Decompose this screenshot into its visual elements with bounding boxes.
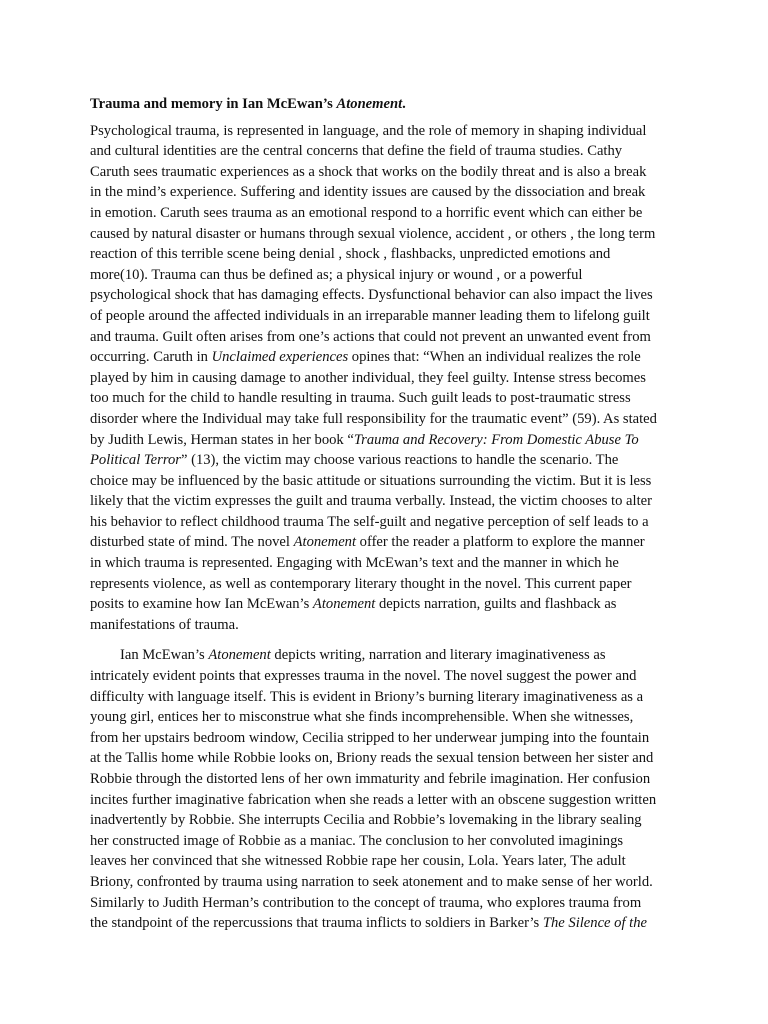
text-run: difficulty with language itself. This is evident in Briony’s burning literary imaginativeness as a [90, 688, 644, 705]
text-run: of people around the affected individuals in an irreparable manner leading them to lifelong guilt [90, 307, 650, 324]
text-run: young girl, entices her to misconstrue what she finds incomprehensible. When she witnesses, [90, 709, 634, 726]
text-line [90, 748, 680, 769]
text-run: disorder where the Individual may take full responsibility for the traumatic event” (59). As stated [90, 410, 657, 427]
text-line [90, 491, 680, 512]
text-run: choice may be influenced by the basic attitude or situations surrounding the victim. But it is less [90, 472, 652, 489]
text-line [90, 368, 680, 389]
text-line [90, 707, 680, 728]
text-run: and trauma. Guilt often arises from one’s actions that could not prevent an unwanted event from [90, 328, 651, 345]
body-text [90, 121, 680, 934]
text-line [90, 913, 680, 934]
text-run: from her upstairs bedroom window, Cecilia stripped to her underwear jumping into the fountain [90, 729, 650, 746]
text-line [90, 409, 680, 430]
italic-title-ref: Political Terror [90, 452, 181, 469]
text-run: represents violence, as well as contemporary literary thought in the novel. This current paper [90, 575, 632, 592]
text-run: psychological shock that has damaging effects. Dysfunctional behavior can also impact the lives [90, 287, 653, 304]
text-line [90, 574, 680, 595]
text-run: opines that: “When an individual realizes the role [348, 349, 641, 366]
text-line [90, 872, 680, 893]
italic-title-ref: Atonement [293, 534, 357, 551]
text-line [90, 203, 680, 224]
text-run: Ian McEwan’s [120, 647, 209, 664]
text-run: his behavior to reflect childhood trauma The self-guilt and negative perception of self leads to a [90, 513, 649, 530]
text-line [90, 790, 680, 811]
text-run: depicts narration, guilts and flashback as [375, 596, 617, 613]
text-run: and cultural identities are the central concerns that define the field of trauma studies. Cathy [90, 143, 623, 160]
text-line [90, 388, 680, 409]
text-line [90, 182, 680, 203]
body-paragraph [90, 121, 680, 636]
title-italic: Atonement [336, 96, 403, 112]
text-line [90, 851, 680, 872]
text-line [90, 831, 680, 852]
text-run: in the mind’s experience. Suffering and identity issues are caused by the dissociation and break [90, 184, 646, 201]
text-run: played by him in causing damage to another individual, they feel guilty. Intense stress becomes [90, 369, 646, 386]
text-run: ” (13), the victim may choose various reactions to handle the scenario. The [180, 452, 619, 469]
text-run: more(10). Trauma can thus be defined as; a physical injury or wound , or a powerful [90, 266, 583, 283]
document-title [90, 94, 680, 115]
text-run: manifestations of trauma. [90, 616, 239, 633]
text-run: likely that the victim expresses the guilt and trauma verbally. Instead, the victim chooses to alter [90, 493, 652, 510]
text-line [90, 471, 680, 492]
italic-title-ref: Atonement [312, 596, 376, 613]
text-line [90, 285, 680, 306]
text-run: Similarly to Judith Herman’s contribution to the concept of trauma, who explores trauma from [90, 894, 642, 911]
text-run: leaves her convinced that she witnessed Robbie rape her cousin, Lola. Years later, The adult [90, 853, 626, 870]
text-line [90, 265, 680, 286]
text-line [90, 512, 680, 533]
text-line [90, 728, 680, 749]
text-run: Robbie through the distorted lens of her own immaturity and febrile imagination. Her confusion [90, 771, 651, 787]
italic-title-ref: The Silence of the [542, 915, 648, 932]
text-run: incites further imaginative fabrication when she reads a letter with an obscene suggestion written [90, 791, 657, 808]
text-run: posits to examine how Ian McEwan’s [90, 596, 313, 613]
text-line [90, 141, 680, 162]
text-line [90, 666, 680, 687]
text-run: reaction of this terrible scene being denial , shock , flashbacks, unpredicted emotions and [90, 246, 611, 263]
text-line [90, 687, 680, 708]
text-line [90, 244, 680, 265]
text-line [90, 306, 680, 327]
italic-title-ref: Atonement [208, 647, 271, 664]
text-run: disturbed state of mind. The novel [90, 534, 294, 551]
text-run: occurring. Caruth in [90, 349, 212, 366]
body-paragraph [90, 645, 680, 933]
text-run: in emotion. Caruth sees trauma as an emotional respond to a horrific event which can either be [90, 204, 643, 221]
text-line [90, 532, 680, 553]
text-run: too much for the child to handle resulting in trauma. Such guilt leads to post-traumatic stress [90, 390, 631, 407]
text-run: at the Tallis home while Robbie looks on, Briony reads the sexual tension between her sister and [90, 750, 654, 767]
text-run: the standpoint of the repercussions that trauma inflicts to soldiers in Barker’s [90, 915, 543, 932]
text-line [90, 224, 680, 245]
text-run: depicts writing, narration and literary imaginativeness as [270, 647, 606, 664]
document-page [90, 94, 680, 934]
text-line [90, 769, 680, 790]
text-line [90, 810, 680, 831]
text-line [90, 162, 680, 183]
text-line [90, 553, 680, 574]
text-run: Briony, confronted by trauma using narration to seek atonement and to make sense of her world. [90, 873, 653, 890]
text-run: offer the reader a platform to explore the manner [356, 534, 645, 551]
text-line [90, 327, 680, 348]
text-run: Caruth sees traumatic experiences as a shock that works on the bodily threat and is also a break [90, 163, 647, 180]
text-line [90, 430, 680, 451]
text-run: intricately evident points that expresses trauma in the novel. The novel suggest the power and [90, 668, 637, 685]
text-run: caused by natural disaster or humans through sexual violence, accident , or others , the long term [90, 225, 656, 242]
title-text: Trauma and memory in Ian McEwan’s [90, 96, 337, 112]
text-run: by Judith Lewis, Herman states in her book “ [90, 431, 354, 448]
title-tail: . [402, 96, 406, 112]
text-line [90, 594, 680, 615]
text-line [90, 347, 680, 368]
text-run: Psychological trauma, is represented in language, and the role of memory in shaping individual [90, 122, 647, 139]
text-line [90, 450, 680, 471]
italic-title-ref: Unclaimed experiences [211, 349, 349, 366]
text-line [90, 645, 680, 666]
italic-title-ref: Trauma and Recovery: From Domestic Abuse To [353, 431, 639, 448]
text-line [90, 615, 680, 636]
text-run: in which trauma is represented. Engaging with McEwan’s text and the manner in which he [90, 555, 619, 572]
text-run: inadvertently by Robbie. She interrupts Cecilia and Robbie’s lovemaking in the library sealing [90, 812, 642, 829]
text-run: her constructed image of Robbie as a maniac. The conclusion to her convoluted imaginings [90, 832, 624, 849]
text-line [90, 893, 680, 914]
text-line [90, 121, 680, 142]
